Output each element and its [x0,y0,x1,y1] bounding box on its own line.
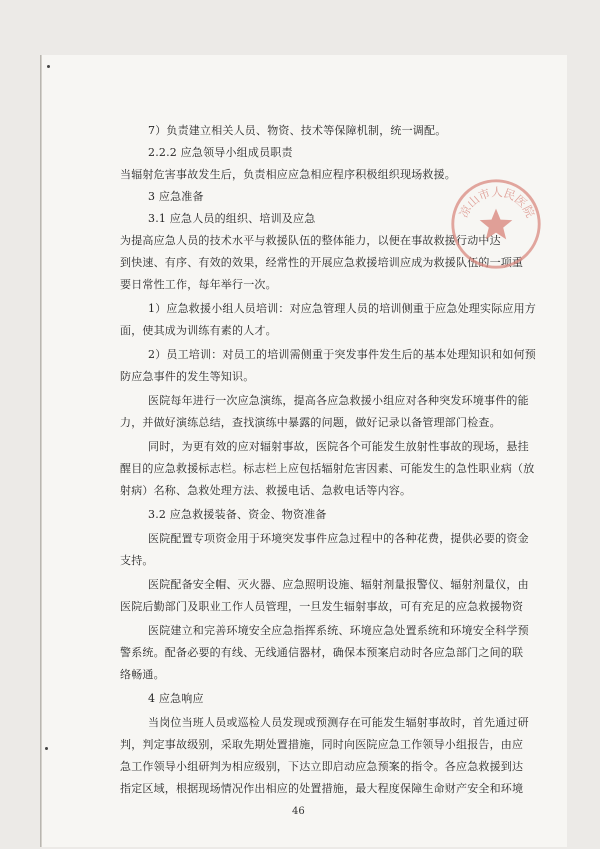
text-line: 络畅通。 [120,668,165,681]
scan-dot [45,747,48,750]
text-line: 医院建立和完善环境安全应急指挥系统、环境应急处置系统和环境安全科学预 [148,624,529,637]
text-line: 醒目的应急救援标志栏。标志栏上应包括辐射危害因素、可能发生的急性职业病（放 [120,462,535,475]
text-line: 力，并做好演练总结，查找演练中暴露的问题，做好记录以备管理部门检查。 [120,416,501,429]
text-line: 指定区域，根据现场情况作出相应的处置措施，最大程度保障生命财产安全和环境 [120,782,524,795]
text-line: 当辐射危害事故发生后，负责相应应急相应程序积极组织现场救援。 [120,168,456,181]
text-line: 要日常性工作，每年举行一次。 [120,278,277,291]
text-line: 射病）名称、急救处理方法、救援电话、急救电话等内容。 [120,484,412,497]
section-heading: 3.2 应急救援装备、资金、物资准备 [148,508,327,521]
section-heading: 3 应急准备 [148,190,204,203]
text-line: 医院配备安全帽、灭火器、应急照明设施、辐射剂量报警仪、辐射剂量仪，由 [148,578,529,591]
text-line: 7）负责建立相关人员、物资、技术等保障机制，统一调配。 [148,124,447,137]
text-line: 判，判定事故级别，采取先期处置措施，同时向医院应急工作领导小组报告，由应 [120,738,524,751]
page-number: 46 [292,806,305,817]
text-line: 面，使其成为训练有素的人才。 [120,324,277,337]
text-line: 当岗位当班人员或巡检人员发现或预测存在可能发生辐射事故时，首先通过研 [148,716,529,729]
text-line: 到快速、有序、有效的效果，经常性的开展应急救援培训应成为救援队伍的一项重 [120,256,524,269]
text-line: 医院每年进行一次应急演练，提高各应急救援小组应对各种突发环境事件的能 [148,394,529,407]
section-heading: 4 应急响应 [148,692,204,705]
text-line: 为提高应急人员的技术水平与救援队伍的整体能力，以便在事故救援行动中达 [120,234,501,247]
seal-star-icon [480,209,513,240]
text-line: 防应急事件的发生等知识。 [120,370,255,383]
section-heading: 2.2.2 应急领导小组成员职责 [148,146,293,159]
section-heading: 3.1 应急人员的组织、培训及应急 [148,212,316,225]
scan-dot [47,65,50,68]
text-line: 支持。 [120,554,154,567]
text-line: 2）员工培训：对员工的培训需侧重于突发事件发生后的基本处理知识和如何预 [148,348,536,361]
text-line: 1）应急救援小组人员培训：对应急管理人员的培训侧重于应急处理实际应用方 [148,302,536,315]
official-seal [448,176,544,272]
text-line: 医院后勤部门及职业工作人员管理，一旦发生辐射事故，可有充足的应急救援物资 [120,600,524,613]
text-line: 急工作领导小组研判为相应级别，下达立即启动应急预案的指令。各应急救援到达 [120,760,524,773]
text-line: 同时，为更有效的应对辐射事故，医院各个可能发生放射性事故的现场，悬挂 [148,440,529,453]
seal-text: 凉山市人民医院 [456,185,538,220]
text-line: 警系统。配备必要的有线、无线通信器材，确保本预案启动时各应急部门之间的联 [120,646,524,659]
text-line: 医院配置专项资金用于环境突发事件应急过程中的各种花费，提供必要的资金 [148,532,529,545]
